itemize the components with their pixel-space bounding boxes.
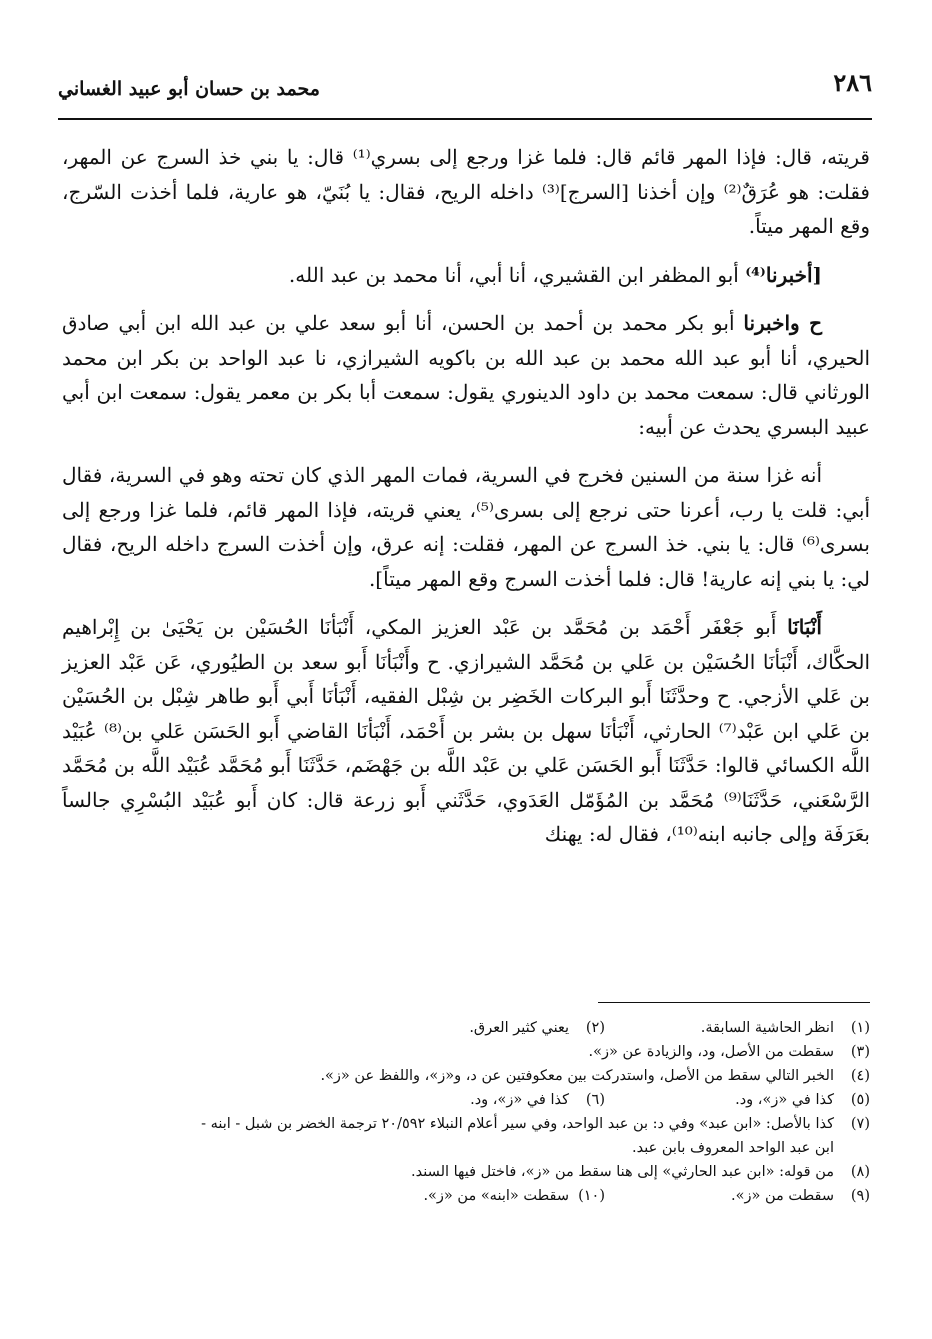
footnote-6 [470, 1088, 605, 1112]
footnote-3 [62, 1040, 870, 1064]
footnote-7-continuation: ابن عبد الواحد المعروف بابن عبد. [632, 1140, 834, 1156]
footnote-number: (٥) [850, 1092, 870, 1108]
paragraph-5-text: أَبو جَعْفَر أَحْمَد بن مُحَمَّد بن عَبْد العزيز المكي، أَنْبَأنَا الحُسَيْن بن يَحْيَىٰ بن إِبْراهيم الحكَّاك، أَنْبَأنَا الحُسَيْن بن عَلي بن مُحَمَّد الشيرازي. ح وأَنْبَأنَا أَبو سعد بن الطيُوري، عَن عَبْد العزيز بن عَلي الأزجي. ح وحدَّثَنَا أَبو البركات الخَضِر بن شِبْل الفقيه، أَنْبَأنَا أَبي أَبو طاهر شِبْل بن الحُسَيْن بن عَلي ابن عَبْد⁽⁷⁾ الحارثي، أَنْبَأنَا سهل بن بشر بن أَحْمَد، أَنْبَأنَا القاضي أَبو الحَسَن عَلي بن⁽⁸⁾ عُبَيْد اللَّه الكسائي قالوا: حَدَّثَنَا أَبو الحَسَن عَلي بن عَبْد اللَّه بن جَهْضَم، حَدَّثَنَا أَبو مُحَمَّد عُبَيْد اللَّه بن مُحَمَّد الرَّسْعَني، حَدَّثَنَا⁽⁹⁾ مُحَمَّد بن المُؤَمّل العَدَوي، حَدَّثَني أَبو زرعة قال: كان أَبو عُبَيْد البُسْرِي جالساً بعَرَفَة وإلى جانبه ابنه⁽¹⁰⁾، فقال له: يهنك [62, 615, 871, 846]
footnote-1 [605, 1016, 870, 1040]
footnote-number: (٨) [850, 1164, 870, 1180]
footnote-text: كذا في «ز»، ود. [735, 1092, 834, 1108]
footnote-row [62, 1184, 870, 1208]
paragraph-5 [62, 610, 870, 852]
footnote-5 [605, 1088, 870, 1112]
footnote-8 [62, 1160, 870, 1184]
footnote-text: سقطت من الأصل، ود، والزيادة عن «ز». [588, 1044, 834, 1060]
footnote-number: (٢) [585, 1020, 605, 1036]
running-title: محمد بن حسان أبو عبيد الغساني [58, 78, 320, 100]
paragraph-4: أنه غزا سنة من السنين فخرج في السرية، فمات المهر الذي كان تحته وهو في السرية، فقال أبي: قلت يا رب، أعرنا حتى نرجع إلى بسرى⁽⁵⁾، يعني قريته، فإذا المهر قائم، فلما غزا ورجع إلى بسرى⁽⁶⁾ قال: يا بني. خذ السرج عن المهر، فقلت: إنه عرق، وإن أخذت السرج داخله الريح، فقال لي: يا بني إنه عارية! قال: فلما أخذت السرج وقع المهر ميتاً]. [62, 463, 871, 591]
footnote-2 [469, 1016, 605, 1040]
footnote-number: (٧) [850, 1116, 870, 1132]
footnote-number: (١٠) [578, 1188, 605, 1204]
main-text [62, 140, 870, 852]
footnote-divider [598, 1002, 870, 1003]
paragraph-2-lead: [أخبرنا⁽⁴⁾ [745, 262, 822, 287]
paragraph-3 [62, 306, 870, 444]
footnotes [62, 1016, 870, 1208]
footnote-9 [605, 1184, 870, 1208]
page-number: ٢٨٦ [833, 68, 872, 97]
footnote-4 [62, 1064, 870, 1088]
paragraph-3-text: أبو بكر محمد بن أحمد بن الحسن، أنا أبو سعد علي بن عبد الله ابن أبي صادق الحيري، أنا أبو عبد الله محمد بن عبد الله بن باكويه الشيرازي، نا عبد الواحد بن بكر ابن محمد الورثاني قال: سمعت محمد بن داود الدينوري يقول: سمعت أبا بكر بن معمر يقول: سمعت ابن أبي عبيد البسري يحدث عن أبيه: [62, 311, 870, 439]
footnote-7 [62, 1112, 870, 1136]
footnote-row [62, 1088, 870, 1112]
paragraph-3-lead: ح واخبرنا [743, 311, 823, 335]
footnote-number: (٩) [850, 1188, 870, 1204]
footnote-text: الخبر التالي سقط من الأصل، واستدركت بين معكوفتين عن د، و«ز»، واللفظ عن «ز». [320, 1068, 834, 1084]
paragraph-1: قريته، قال: فإذا المهر قائم قال: فلما غزا ورجع إلى بسري⁽¹⁾ قال: يا بني خذ السرج عن المهر، فقلت: هو عُرَقٌ⁽²⁾ وإن أخذنا [السرج]⁽³⁾ داخله الريح، فقال: يا بُنَيّ، هو عارية، فلما أخذت السّرج، وقع المهر ميتاً. [62, 145, 870, 238]
footnote-number: (١) [850, 1020, 870, 1036]
footnote-text: سقطت من «ز». [731, 1188, 834, 1204]
footnote-row [62, 1016, 870, 1040]
paragraph-5-lead: أَنْبَانَا [787, 615, 822, 639]
footnote-text: انظر الحاشية السابقة. [700, 1020, 834, 1036]
footnote-number: (٤) [850, 1068, 870, 1084]
paragraph-2 [62, 258, 870, 293]
page-header [58, 62, 872, 120]
footnote-text: كذا في «ز»، ود. [470, 1092, 569, 1108]
footnote-number: (٦) [585, 1092, 605, 1108]
footnote-number: (٣) [850, 1044, 870, 1060]
paragraph-2-text: أبو المظفر ابن القشيري، أنا أبي، أنا محمد بن عبد الله. [288, 262, 746, 287]
footnote-10 [423, 1184, 605, 1208]
footnote-text: يعني كثير العرق. [469, 1020, 569, 1036]
footnote-text: كذا بالأصل: «ابن عبد» وفي د: بن عبد الواحد، وفي سير أعلام النبلاء ٢٠/٥٩٢ ترجمة الخضر بن شبل - ابنه - [201, 1116, 834, 1132]
footnote-text: من قوله: «ابن عبد الحارثي» إلى هنا سقط من «ز»، فاختل فيها السند. [411, 1164, 834, 1180]
footnote-text: سقطت «ابنه» من «ز». [423, 1188, 569, 1204]
